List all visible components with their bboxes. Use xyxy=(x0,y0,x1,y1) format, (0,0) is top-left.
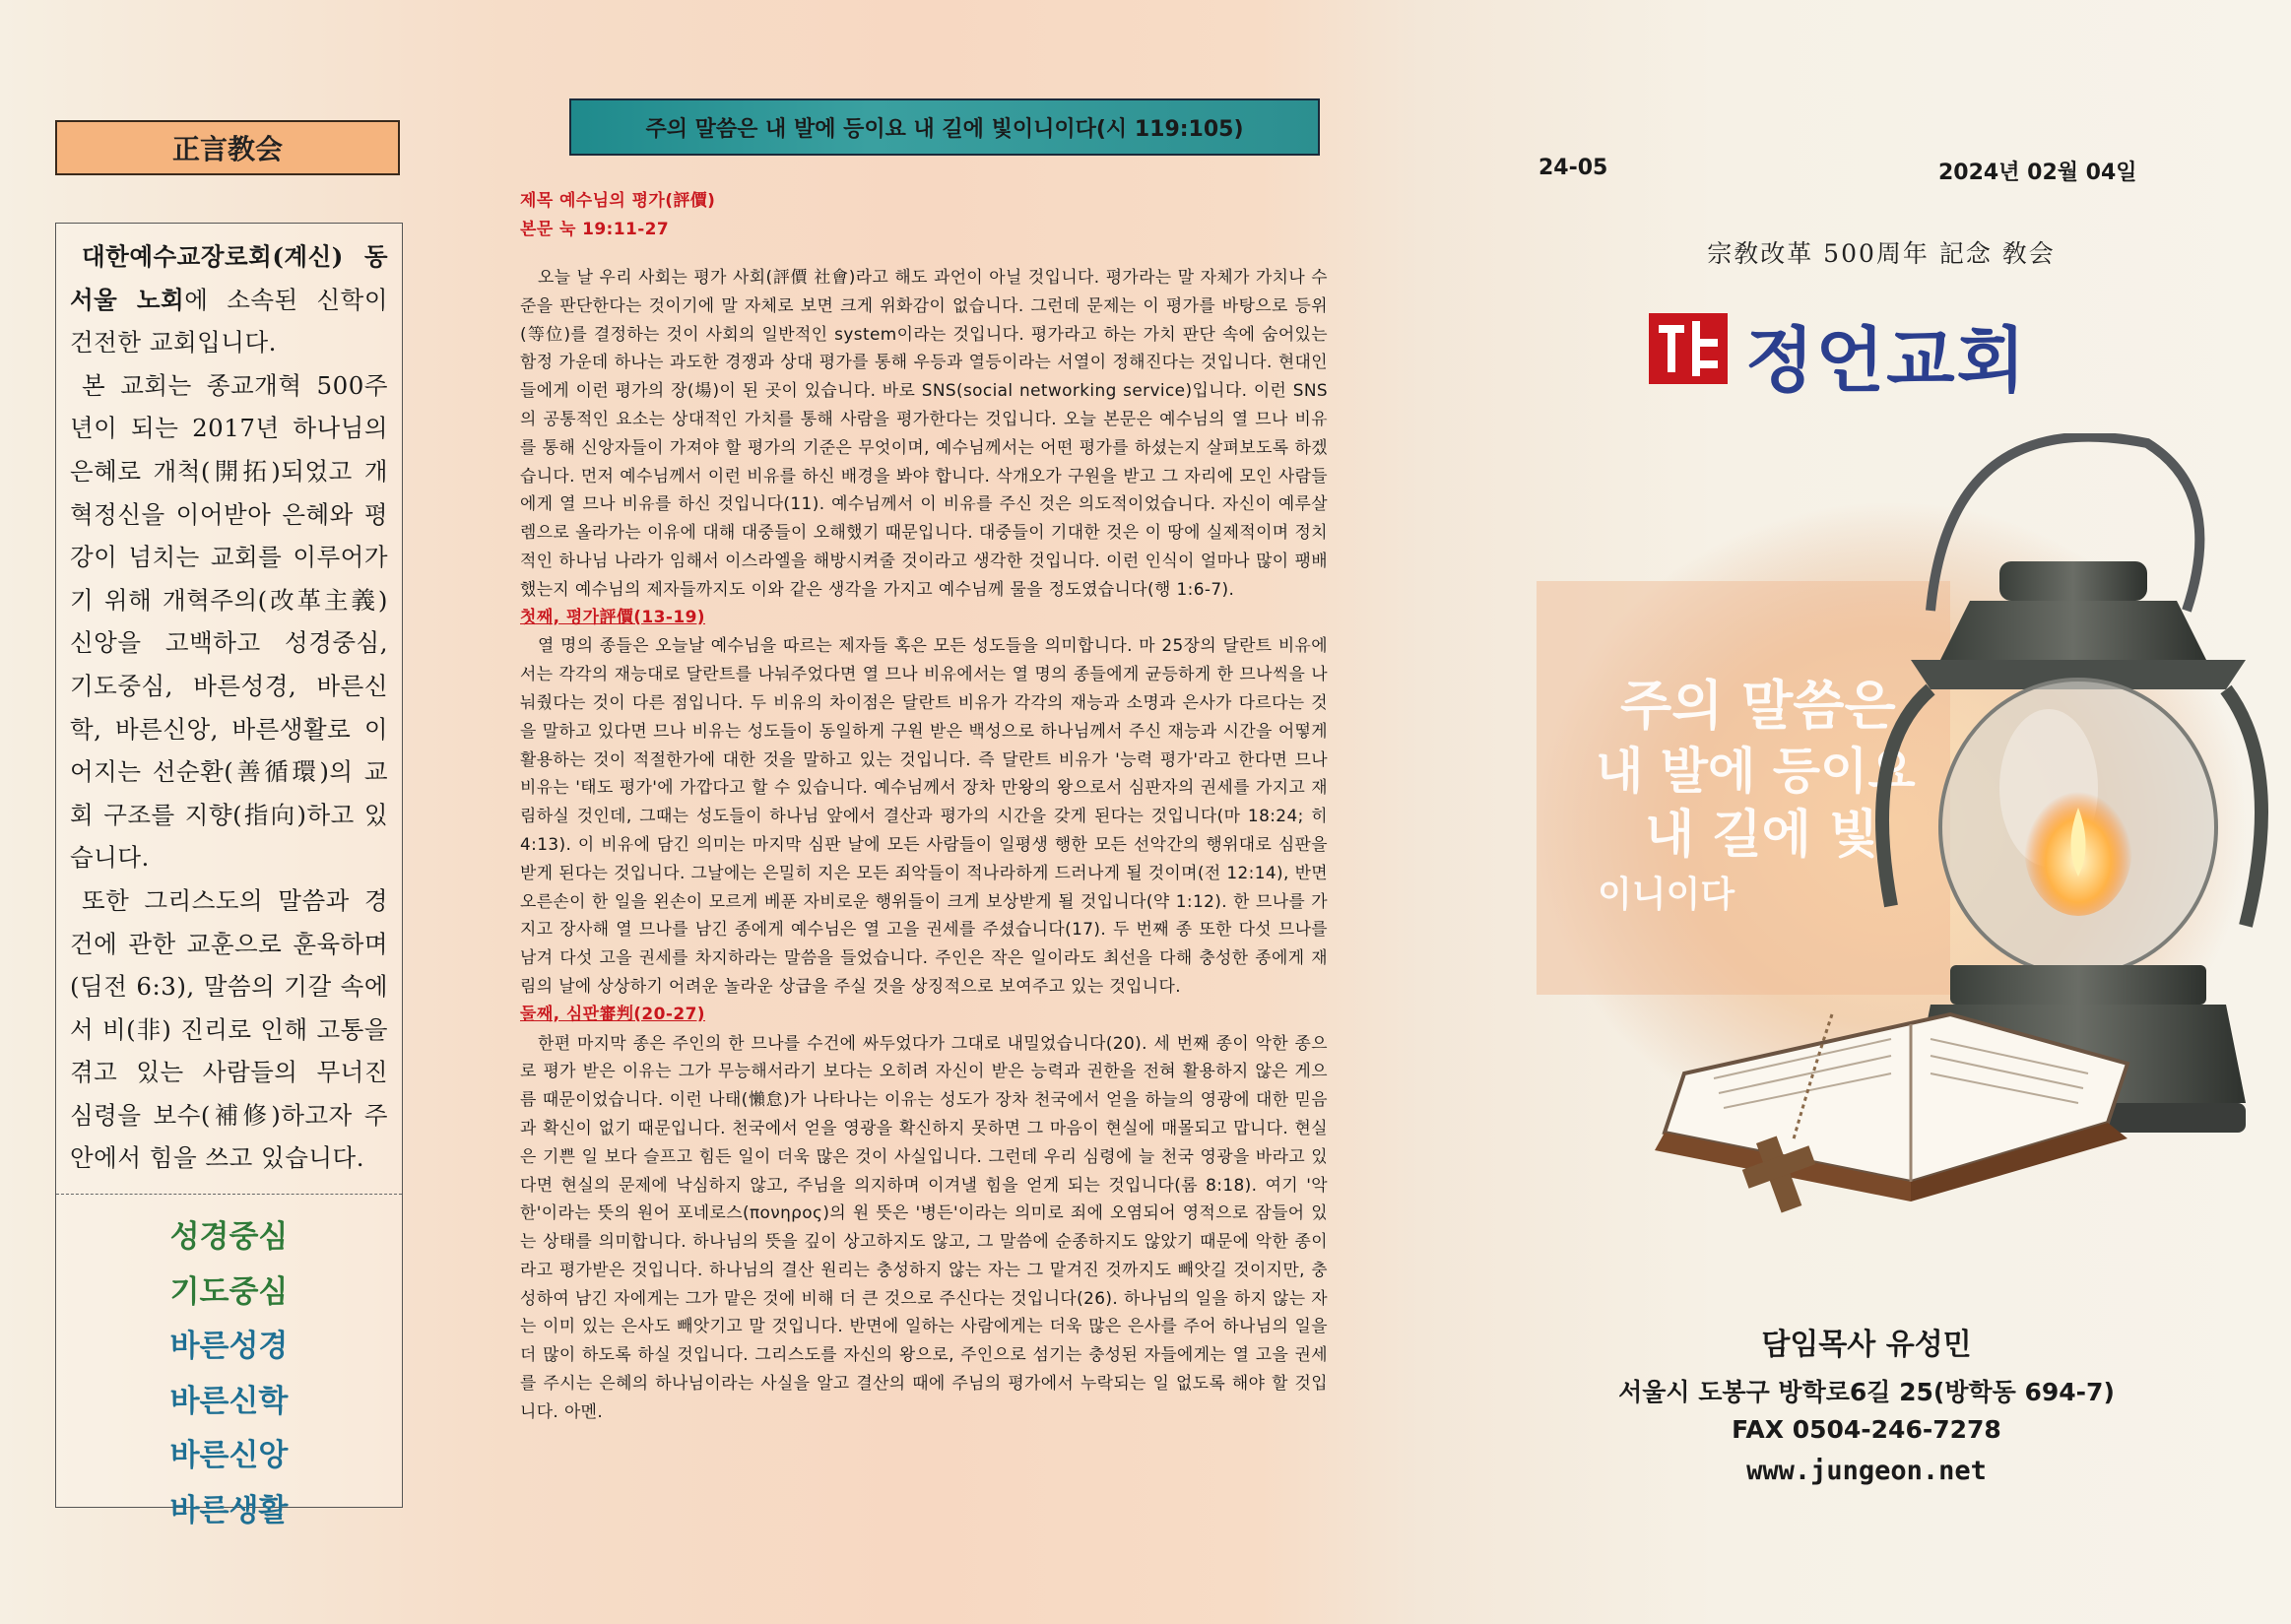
intro-paragraph xyxy=(70,364,388,879)
issue-number: 24-05 xyxy=(1538,156,1608,180)
church-fax: FAX 0504-246-7278 xyxy=(1732,1415,2001,1444)
sermon-title: 제목 예수님의 평가(評價) xyxy=(520,191,716,211)
motto-item: 기도중심 xyxy=(169,1273,289,1310)
bulletin-date: 2024년 02월 04일 xyxy=(1938,161,2137,185)
sermon-scripture: 본문 눅 19:11-27 xyxy=(520,219,670,239)
sermon-intro: 오늘 날 우리 사회는 평가 사회(評價 社會)라고 해도 과언이 아닐 것입니다. 평가라는 말 자체가 가치나 수준을 판단한다는 것이기에 말 자체로 보면 크게 위화감이 없습니다. 그런데 문제는 이 평가를 바탕으로 등위(等位)를 결정하는 것이 사회의 일반적인 system이라는 것입니다. 평가라고 하는 가치 판단 속에 숨어있는 함정 가운데 하나는 과도한 경쟁과 상대 평가를 통해 우등과 열등이라는 서열이 정해진다는 것입니다. 현대인들에게 이런 평가의 장(場)이 된 곳이 있습니다. 바로 SNS(social networking service)입니다. 이런 SNS의 공통적인 요소는 상대적인 가치를 통해 사람을 평가한다는 것입니다. 오늘 본문은 예수님의 열 므나 비유를 통해 신앙자들이 가져야 할 평가의 기준은 무엇이며, 예수님께서는 어떤 평가를 하셨는지 살펴보도록 하겠습니다. 먼저 예수님께서 이런 비유를 하신 배경을 봐야 합니다. 삭개오가 구원을 받고 그 자리에 모인 사람들에게 열 므나 비유를 하신 것입니다(11). 예수님께서 이 비유를 주신 것은 의도적이었습니다. 자신이 예루살렘으로 올라가는 이유에 대해 대중들이 오해했기 때문입니다. 대중들이 기대한 것은 이 땅에 실제적이며 정치적인 하나님 나라가 임해서 이스라엘을 해방시켜줄 것이라고 생각한 것입니다. 이런 인식이 얼마나 많이 팽배했는지 예수님의 제자들까지도 이와 같은 생각을 가지고 예수님께 물을 정도였습니다(행 1:6-7). xyxy=(520,267,1328,599)
church-website: www.jungeon.net xyxy=(1746,1456,1987,1486)
church-subtitle: 宗敎改革 500周年 記念 敎会 xyxy=(1707,239,2056,268)
intro-text: 본 교회는 종교개혁 500주년이 되는 2017년 하나님의 은혜로 개척(開拓)되었고 개혁정신을 이어받아 은혜와 평강이 넘치는 교회를 이루어가기 위해 개혁주의(改革主義) 신앙을 고백하고 성경중심, 기도중심, 바른성경, 바른신학, 바른신앙, 바른생활로 이어지는 선순환(善循環)의 교회 구조를 지향(指向)하고 있습니다. xyxy=(70,370,388,873)
motto-item: 바른생활 xyxy=(169,1492,289,1528)
sermon-body xyxy=(520,187,1328,1426)
illustration-verse-line: 내 길에 빛 xyxy=(1645,806,1879,865)
church-hanja-badge: 正言教会 xyxy=(55,120,400,175)
illustration-verse-line: 주의 말씀은 xyxy=(1620,675,1896,737)
intro-paragraph xyxy=(70,235,388,364)
illustration-verse-line: 이니이다 xyxy=(1598,875,1735,915)
motto-item: 성경중심 xyxy=(169,1219,289,1256)
section-text: 한편 마지막 종은 주인의 한 므나를 수건에 싸두었다가 그대로 내밀었습니다(20). 세 번째 종이 악한 종으로 평가 받은 이유는 그가 무능해서라기 보다는 오히려 자신이 받은 능력과 권한을 전혀 활용하지 않은 게으름 때문이었습니다. 이런 나태(懶怠)가 나타나는 이유는 성도가 장차 천국에서 얻을 하늘의 영광에 대한 믿음과 확신이 없기 때문입니다. 천국에서 얻을 영광을 확신하지 못하면 그 마음이 현실에 매몰되고 맙니다. 현실은 기쁜 일 보다 슬프고 힘든 일이 더욱 많은 것이 사실입니다. 그런데 우리 심령에 늘 천국 영광을 바라고 있다면 현실의 문제에 낙심하지 않고, 주님을 의지하며 이겨낼 힘을 얻게 되는 것입니다(롬 8:18). 여기 '악한'이라는 뜻의 원어 포네로스(πονηρος)의 원 뜻은 '병든'이라는 의미로 죄에 오염되어 영적으로 잠들어 있는 상태를 의미합니다. 하나님의 뜻을 깊이 상고하지도 않고, 그 말씀에 순종하지도 않았기 때문에 악한 종이라고 평가받은 것입니다. 하나님의 결산 원리는 충성하지 않는 자는 그 맡겨진 것까지도 빼앗길 것이지만, 충성하여 남긴 자에게는 그가 맡은 것에 비해 더 큰 것으로 주신다는 것입니다(26). 하나님의 일을 하지 않는 자는 이미 있는 은사도 빼앗기고 말 것입니다. 반면에 일하는 사람에게는 더욱 많은 은사를 주어 하나님의 일을 더 많이 하도록 하실 것입니다. 그리스도를 자신의 왕으로, 주인으로 섬기는 충성된 자들에게는 열 고을 권세를 주시는 은혜의 하나님이라는 사실을 알고 결산의 때에 주님의 평가에서 누락되는 일 없도록 해야 할 것입니다. 아멘. xyxy=(520,1032,1328,1421)
motto-item: 바른신앙 xyxy=(169,1438,289,1474)
motto-list xyxy=(56,1195,402,1538)
church-address: 서울시 도봉구 방학로6길 25(방학동 694-7) xyxy=(1618,1378,2115,1406)
intro-text: 에 소속된 신학이 건전한 교회입니다. xyxy=(70,285,388,357)
church-intro xyxy=(56,224,402,1180)
motto-item: 바른성경 xyxy=(169,1329,289,1365)
section-heading: 둘째, 심판審判(20-27) xyxy=(520,1004,705,1024)
motto-item: 바른신학 xyxy=(169,1383,289,1419)
section-text: 열 명의 종들은 오늘날 예수님을 따르는 제자들 혹은 모든 성도들을 의미합니다. 마 25장의 달란트 비유에서는 각각의 재능대로 달란트를 나눠주었다면 열 므나 비유에서는 열 명의 종들에게 균등하게 한 므나씩을 나눠줬다는 것이 다른 점입니다. 두 비유의 차이점은 달란트 비유가 각각의 재능과 소명과 은사가 다르다는 것을 말하고 있다면 므나 비유는 성도들이 동일하게 구원 받은 백성으로 하나님께서 주신 재능과 시간을 어떻게 활용하는 것이 적절한가에 대한 것을 말하고 있는 것입니다. 즉 달란트 비유가 '능력 평가'라고 한다면 므나 비유는 '태도 평가'에 가깝다고 할 수 있습니다. 예수님께서 장차 만왕의 왕으로서 심판자의 권세를 가지고 재림하실 것인데, 그때는 성도들이 하나님 앞에서 결산과 평가의 시간을 갖게 된다는 것입니다(마 18:24; 히 4:13). 이 비유에 담긴 의미는 마지막 심판 날에 모든 사람들이 일평생 행한 모든 선악간의 행위대로 심판을 받게 된다는 것입니다. 그날에는 은밀히 지은 모든 죄악들이 적나라하게 드러나게 될 것이며(전 12:14), 반면 오른손이 한 일을 왼손이 모르게 베푼 자비로운 행위들이 크게 보상받게 될 것입니다(약 1:12). 한 므나를 가지고 장사해 열 므나를 남긴 종에게 예수님은 열 고을 권세를 주셨습니다(17). 두 번째 종 또한 다섯 므나를 남겨 다섯 고을 권세를 차지하라는 말씀을 들었습니다. 주인은 작은 일이라도 최선을 다해 충성한 종에게 재림의 날에 상상하기 어려운 놀라운 상급을 주실 것을 상징적으로 보여주고 있는 것입니다. xyxy=(520,635,1328,996)
church-name: 정언교회 xyxy=(1745,319,2028,402)
church-intro-box xyxy=(55,223,403,1528)
intro-text: 또한 그리스도의 말씀과 경건에 관한 교훈으로 훈육하며(딤전 6:3), 말씀의 기갈 속에서 비(非) 진리로 인해 고통을 겪고 있는 사람들의 무너진 심령을 보수(補修)하고자 주 안에서 힘을 쓰고 있습니다. xyxy=(70,885,388,1173)
intro-paragraph xyxy=(70,879,388,1180)
lantern-bible-illustration xyxy=(1537,433,2291,1221)
pastor-name: 담임목사 유성민 xyxy=(1761,1328,1972,1362)
verse-banner: 주의 말씀은 내 발에 등이요 내 길에 빛이니이다(시 119:105) xyxy=(569,98,1320,156)
intro-bold: 대한예수교장로회(계신) 동서울 노회 xyxy=(70,242,388,314)
section-heading: 첫째, 평가評價(13-19) xyxy=(520,607,705,627)
illustration-verse-line: 내 발에 등이요 xyxy=(1596,743,1916,800)
spacer xyxy=(520,243,1328,263)
church-logo-icon xyxy=(1649,313,1728,384)
